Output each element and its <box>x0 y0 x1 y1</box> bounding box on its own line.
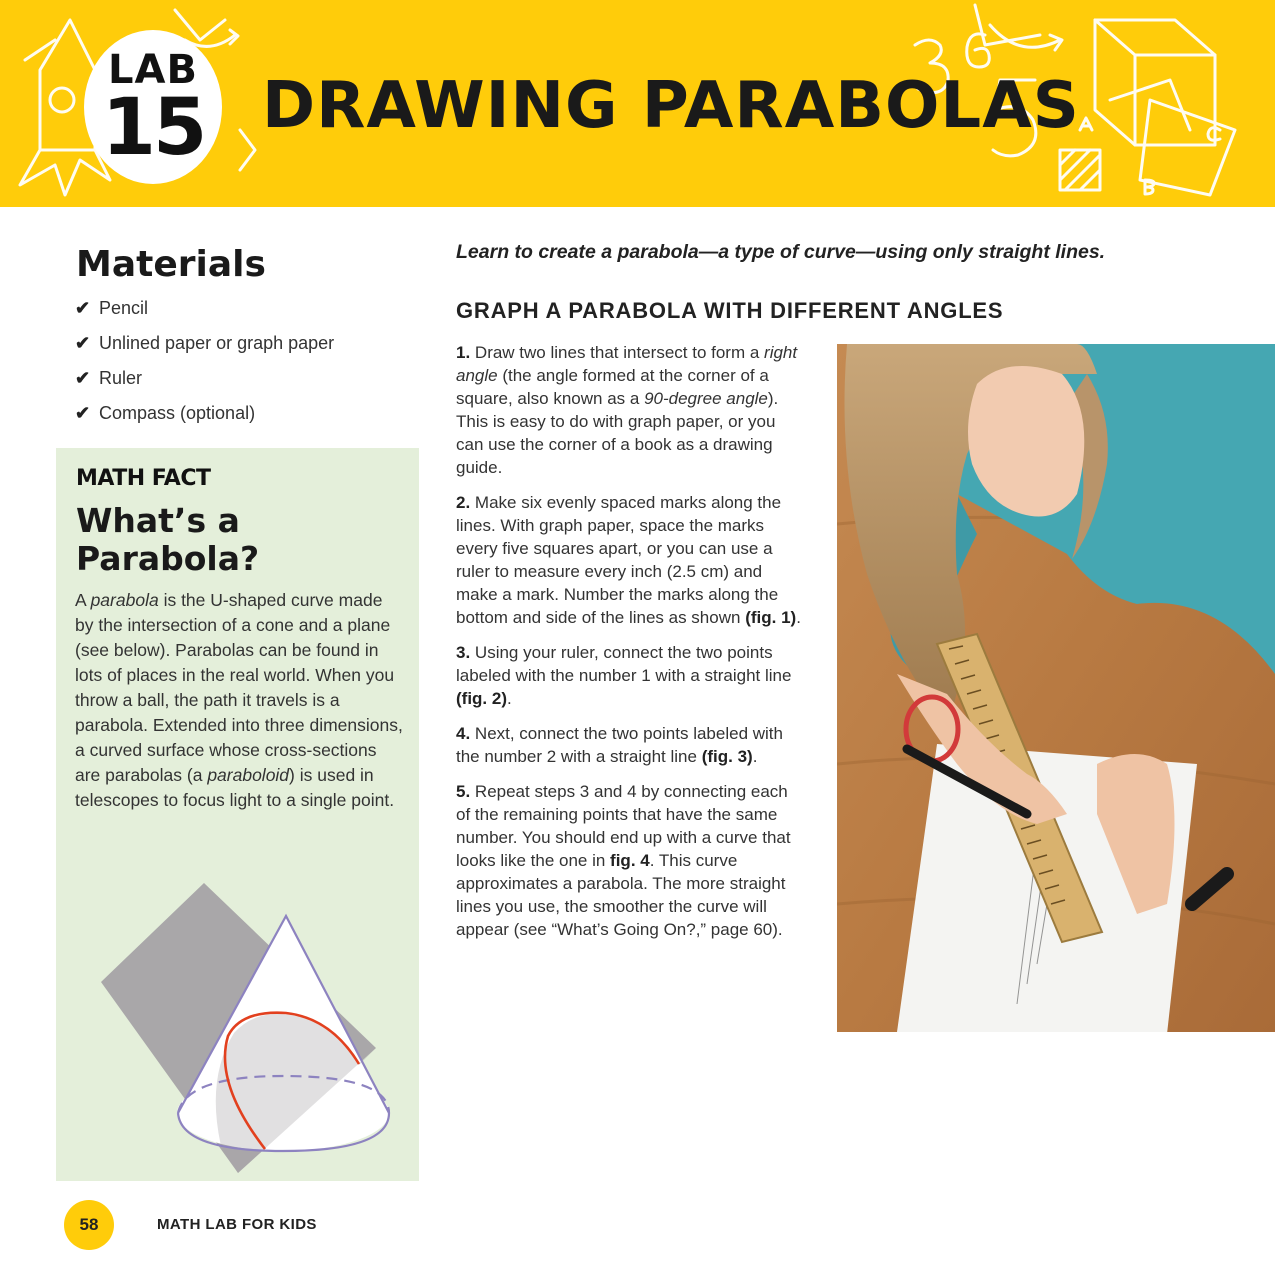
step-4: 4. Next, connect the two points labeled with the number 2 with a straight line (fig. 3). <box>456 724 783 766</box>
lab-word: LAB <box>108 47 198 93</box>
intro-text: Learn to create a parabola—a type of curve—using only straight lines. <box>456 241 1106 263</box>
step-2: 2. Make six evenly spaced marks along the lines. With graph paper, space the marks every five squares apart, or you can use a ruler to measure every inch (2.5 cm) and make a mark. Number the marks along the bottom and side of the lines as shown (fig. 1). <box>456 493 801 627</box>
materials-item-label: Pencil <box>99 298 149 318</box>
math-fact-text: A parabola is the U-shaped curve made by the intersection of a cone and a plane (see below). Parabolas can be found in lots of places in the real world. When you throw a ball, the path it travels is a parabola. Extended into three dimensions, a curved surface whose cross-sections are parabolas (a paraboloid) is used in telescopes to focus light to a single point. <box>75 590 403 810</box>
lab-badge <box>84 30 222 184</box>
materials-item <box>75 329 334 364</box>
materials-item-label: Ruler <box>99 368 143 388</box>
materials-item-label: Unlined paper or graph paper <box>99 333 335 353</box>
lab-number: 15 <box>101 83 205 173</box>
math-fact-box <box>56 448 419 1181</box>
page-number: 58 <box>64 1200 114 1250</box>
checkmark-icon: ✔ <box>75 368 91 388</box>
step-1: 1. Draw two lines that intersect to form a right angle (the angle formed at the corner of a square, also known as a 90-degree angle). This is easy to do with graph paper, or you can use the corner of a book as a drawing guide. <box>456 343 798 477</box>
step-5: 5. Repeat steps 3 and 4 by connecting each of the remaining points that have the same number. You should end up with a curve that looks like the one in fig. 4. This curve approximates a parabola. The more straight lines you use, the smoother the curve will appear (see “What’s Going On?,” page 60). <box>456 782 791 939</box>
materials-item <box>75 399 334 434</box>
materials-item <box>75 294 334 329</box>
girl-drawing-photo <box>837 344 1275 1032</box>
materials-title: Materials <box>76 244 266 285</box>
page-title: DRAWING PARABOLAS <box>262 69 1080 143</box>
materials-list <box>75 294 334 434</box>
checkmark-icon: ✔ <box>75 298 91 318</box>
header-band <box>0 0 1275 207</box>
materials-item <box>75 364 334 399</box>
cone-plane-diagram-icon <box>56 868 419 1181</box>
steps-list <box>456 341 801 953</box>
section-heading: GRAPH A PARABOLA WITH DIFFERENT ANGLES <box>456 298 1004 323</box>
math-fact-title: What’s a Parabola? <box>76 501 260 578</box>
materials-item-label: Compass (optional) <box>99 403 256 423</box>
running-title: MATH LAB FOR KIDS <box>157 1216 317 1233</box>
checkmark-icon: ✔ <box>75 333 91 353</box>
math-fact-label: MATH FACT <box>76 466 211 491</box>
step-3: 3. Using your ruler, connect the two points labeled with the number 1 with a straight line (fig. 2). <box>456 643 792 708</box>
checkmark-icon: ✔ <box>75 403 91 423</box>
